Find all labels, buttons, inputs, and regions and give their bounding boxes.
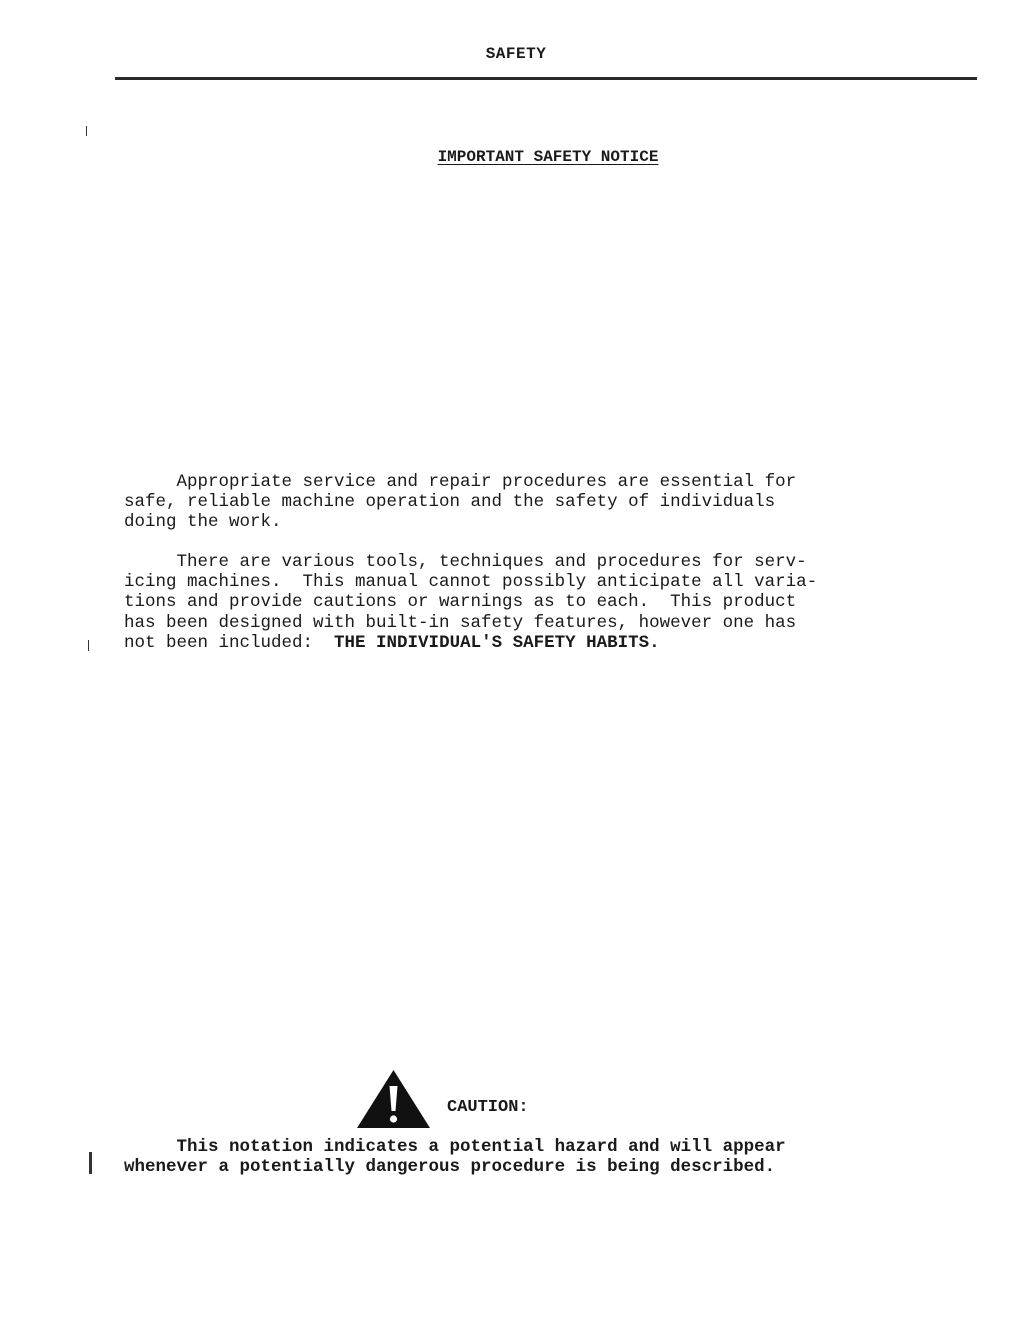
- paragraph-line: not been included:: [124, 632, 335, 653]
- caution-line: This notation indicates a potential hazard and will appear: [124, 1137, 786, 1157]
- paragraph-line: doing the work.: [124, 512, 282, 533]
- paragraph-line: tions and provide cautions or warnings as to each. This product: [124, 592, 797, 613]
- paragraph-tools: [124, 552, 944, 653]
- page-header-title: SAFETY: [485, 45, 547, 63]
- header-divider: [115, 77, 977, 80]
- caution-description: [124, 1137, 944, 1177]
- notice-heading: IMPORTANT SAFETY NOTICE: [437, 148, 659, 166]
- paragraph-line: Appropriate service and repair procedures are essential for: [124, 472, 797, 492]
- warning-triangle-icon: [355, 1068, 432, 1130]
- paragraph-line: has been designed with built-in safety features, however one has: [124, 612, 797, 633]
- paragraph-line: icing machines. This manual cannot possibly anticipate all varia-: [124, 572, 818, 593]
- caution-label: CAUTION:: [447, 1098, 529, 1117]
- paragraph-procedures: [124, 472, 944, 533]
- margin-mark: [89, 1152, 92, 1174]
- safety-habits-emphasis: THE INDIVIDUAL'S SAFETY HABITS.: [334, 632, 660, 653]
- margin-mark: [86, 126, 87, 136]
- paragraph-line: safe, reliable machine operation and the safety of individuals: [124, 492, 776, 513]
- paragraph-line: There are various tools, techniques and procedures for serv-: [124, 552, 807, 572]
- margin-mark: [88, 640, 89, 651]
- caution-line: whenever a potentially dangerous procedure is being described.: [124, 1157, 776, 1178]
